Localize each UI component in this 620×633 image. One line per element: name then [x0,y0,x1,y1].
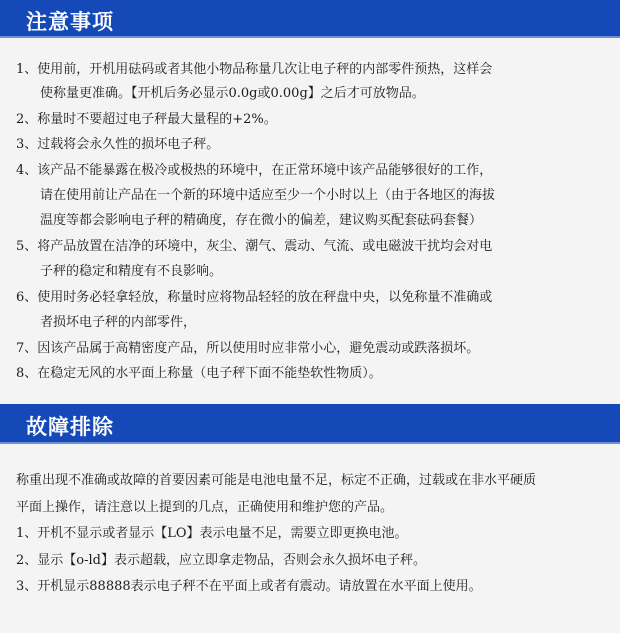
list-item: 1、开机不显示或者显示【LO】表示电量不足，需要立即更换电池。 [16,526,408,541]
list-item: 4、该产品不能暴露在极冷或极热的环境中，在正常环境中该产品能够很好的工作， [16,163,493,178]
list-item-continuation: 者损坏电子秤的内部零件， [40,315,197,330]
list-item: 7、因该产品属于高精密度产品，所以使用时应非常小心，避免震动或跌落损坏。 [16,341,480,356]
list-item: 3、过载将会永久性的损坏电子秤。 [16,137,220,152]
list-item-continuation: 子秤的稳定和精度有不良影响。 [40,264,223,279]
paragraph-line: 平面上操作，请注意以上提到的几点，正确使用和维护您的产品。 [16,500,394,515]
list-item-continuation: 使称量更准确。【开机后务必显示0.0g或0.00g】之后才可放物品。 [40,86,425,101]
paragraph-line: 称重出现不准确或故障的首要因素可能是电池电量不足，标定不正确，过载或在非水平硬质 [16,473,537,488]
list-item: 2、显示【o-ld】表示超载，应立即拿走物品，否则会永久损坏电子秤。 [16,553,426,568]
list-item: 2、称量时不要超过电子秤最大量程的+2%。 [16,112,277,127]
list-item: 3、开机显示88888表示电子秤不在平面上或者有震动。请放置在水平面上使用。 [16,579,482,594]
list-item: 8、在稳定无风的水平面上称量（电子秤下面不能垫软性物质）。 [16,366,382,381]
list-item: 5、将产品放置在洁净的环境中，灰尘、潮气、震动、气流、或电磁波干扰均会对电 [16,239,493,254]
notes-title: 注意事项 [26,10,114,34]
notes-header-divider [0,36,620,38]
list-item: 6、使用时务必轻拿轻放，称量时应将物品轻轻的放在秤盘中央，以免称量不准确或 [16,290,493,305]
troubleshooting-header-divider [0,442,620,444]
list-item: 1、使用前，开机用砝码或者其他小物品称量几次让电子秤的内部零件预热，这样会 [16,62,493,77]
list-item-continuation: 温度等都会影响电子秤的精确度，存在微小的偏差，建议购买配套砝码套餐） [40,213,483,228]
troubleshooting-title: 故障排除 [26,415,114,439]
list-item-continuation: 请在使用前让产品在一个新的环境中适应至少一个小时以上（由于各地区的海拔 [40,188,496,203]
